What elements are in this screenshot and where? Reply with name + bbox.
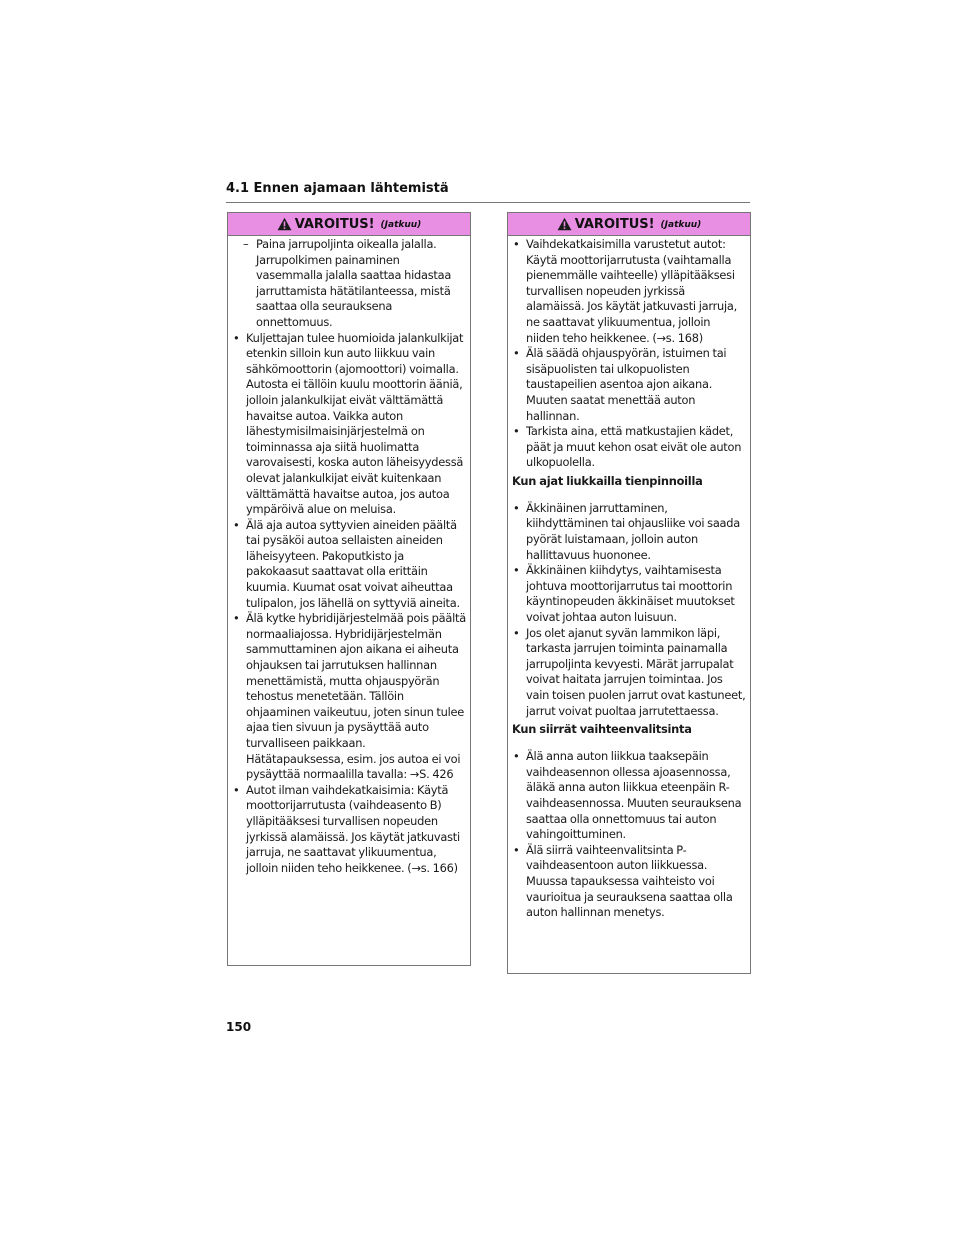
list-item: • Kuljettajan tulee huomioida jalankulkijat etenkin silloin kun auto liikkuu vain sähkömoottorin (ajomoottori) voimalla. Autosta ei tällöin kuulu moottorin ääniä, jolloin jalankulkijat eivät välttämättä havaitse autoa. Vaikka auton lähestymisilmaisinjärjestelmä on toiminnassa aja siitä huolimatta varovaisesti, koska auton läheisyydessä olevat jalankulkijat eivät kuitenkaan välttämättä havaitse autoa, jos autoa ympäröivä alue on meluisa.: [232, 331, 466, 518]
warning-header: [228, 213, 470, 236]
subheading: Kun ajat liukkailla tienpinnoilla: [512, 473, 703, 488]
warning-triangle-icon: [277, 217, 292, 231]
warning-continued: (Jatkuu): [380, 220, 422, 230]
warning-title: VAROITUS!: [574, 216, 655, 232]
list-item: • Älä säädä ohjauspyörän, istuimen tai sisäpuolisten tai ulkopuolisten taustapeilien asentoa ajon aikana. Muuten saatat menettää auton hallinnan.: [512, 346, 746, 424]
warning-triangle-icon: [557, 217, 572, 231]
list-item: • Älä anna auton liikkua taaksepäin vaihdeasennon ollessa ajoasennossa, äläkä anna auton liikkua eteenpäin R-vaihdeasennossa. Muuten seurauksena saattaa olla onnettomuus tai auton vahingoittuminen.: [512, 749, 746, 843]
section-header: [226, 180, 750, 203]
warning-box-right: [507, 212, 751, 974]
list-item: • Autot ilman vaihdekatkaisimia: Käytä moottorijarrutusta (vaihdeasento B) ylläpitääksesi turvallisen nopeuden jyrkissä alamäissä. Jos käytät jatkuvasti jarruja, ne saattavat ylikuumentua, jolloin niiden teho heikkenee. (→s. 166): [232, 783, 466, 877]
list-item: • Älä siirrä vaihteenvalitsinta P-vaihdeasentoon auton liikkuessa. Muussa tapauksessa vaihteisto voi vaurioitua ja seurauksena saattaa olla auton hallinnan menetys.: [512, 843, 746, 921]
list-item: • Jos olet ajanut syvän lammikon läpi, tarkasta jarrujen toiminta painamalla jarrupoljinta kevyesti. Märät jarrupalat voivat haitata jarrujen toimintaa. Jos vain toisen puolen jarrut ovat kastuneet, jarrut voivat puoltaa jarrutettaessa.: [512, 626, 746, 720]
warning-continued: (Jatkuu): [660, 220, 702, 230]
page-number: 150: [226, 1020, 252, 1034]
subheading: Kun siirrät vaihteenvalitsinta: [512, 722, 692, 737]
warning-title: VAROITUS!: [294, 216, 375, 232]
section-title: 4.1 Ennen ajamaan lähtemistä: [226, 181, 449, 196]
list-item: • Äkkinäinen jarruttaminen, kiihdyttäminen tai ohjausliike voi saada pyörät luistamaan, jolloin auton hallittavuus huononee.: [512, 501, 746, 563]
list-item: • Äkkinäinen kiihdytys, vaihtamisesta johtuva moottorijarrutus tai moottorin käyntinopeuden äkkinäiset muutokset voivat johtaa auton luisuun.: [512, 563, 746, 625]
warning-header: [508, 213, 750, 236]
list-item: • Vaihdekatkaisimilla varustetut autot: Käytä moottorijarrutusta (vaihtamalla pienemmälle vaihteelle) ylläpitääksesi turvallisen nopeuden jyrkissä alamäissä. Jos käytät jatkuvasti jarruja, ne saattavat ylikuumentua, jolloin niiden teho heikkenee. (→s. 168): [512, 237, 746, 346]
list-item: • Tarkista aina, että matkustajien kädet, päät ja muut kehon osat eivät ole auton ulkopuolella.: [512, 424, 746, 471]
list-item: – Paina jarrupoljinta oikealla jalalla. Jarrupolkimen painaminen vasemmalla jalalla saattaa hidastaa jarruttamista hätätilanteessa, mistä saattaa olla seurauksena onnettomuus.: [232, 237, 466, 331]
list-item: • Älä aja autoa syttyvien aineiden päältä tai pysäköi autoa sellaisten aineiden läheisyyteen. Pakoputkisto ja pakokaasut saattavat olla erittäin kuumia. Kuumat osat voivat aiheuttaa tulipalon, jos lähellä on syttyviä aineita.: [232, 518, 466, 612]
warning-box-left: [227, 212, 471, 966]
warning-body-right: [508, 236, 750, 921]
list-item: • Älä kytke hybridijärjestelmää pois päältä normaaliajossa. Hybridijärjestelmän sammuttaminen ajon aikana ei aiheuta ohjauksen tai jarrutuksen hallinnan menettämistä, mutta ohjauspyörän tehostus menetetään. Tällöin ohjaaminen vaikeutuu, joten sinun tulee ajaa tien sivuun ja pysäyttää auto turvalliseen paikkaan. Hätätapauksessa, esim. jos autoa ei voi pysäyttää normaalilla tavalla: →S. 426: [232, 611, 466, 783]
warning-body-left: [228, 236, 470, 876]
